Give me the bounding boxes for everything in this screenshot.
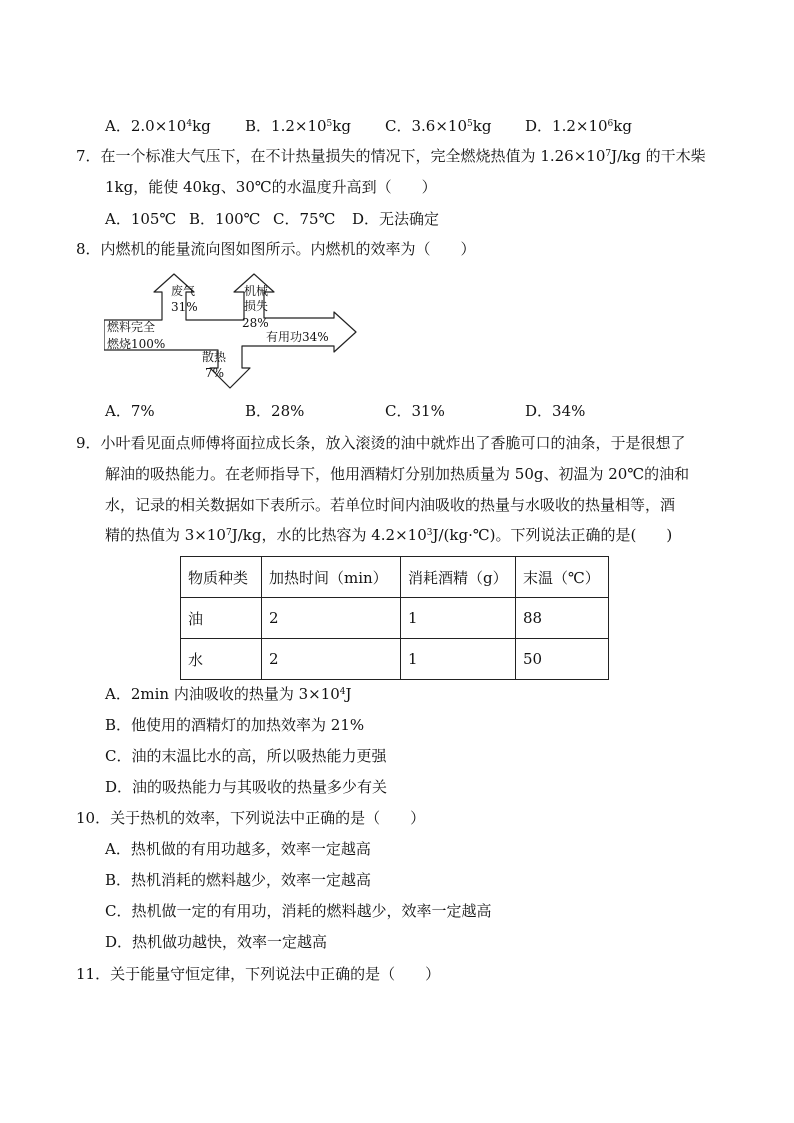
q8-option-a[interactable]: A．7% [105,402,155,420]
useful-work-label: 有用功34% [266,330,329,344]
q6-options [105,115,665,135]
heating-data-table [180,556,609,680]
q9-stem-line1: 9．小叶看见面点师傅将面拉成长条，放入滚烫的油中就炸出了香脆可口的油条，于是很想了 [76,434,686,452]
q7-stem-line2: 1kg，能使 40kg、30℃的水温度升高到（ ） [105,178,437,196]
fuel-label-line1: 燃料完全 [107,320,156,334]
table-cell: 水 [181,639,262,680]
table-header: 加热时间（min） [262,557,401,598]
table-cell: 1 [401,598,516,639]
heat-loss-label: 散热 [202,350,227,364]
q8-option-c[interactable]: C．31% [385,402,445,420]
q9-stem-line2: 解油的吸热能力。在老师指导下，他用酒精灯分别加热质量为 50g、初温为 20℃的油和 [105,465,690,483]
table-header: 末温（℃） [516,557,609,598]
q11-stem: 11．关于能量守恒定律，下列说法中正确的是（ ） [76,965,441,983]
table-cell: 油 [181,598,262,639]
q6-option-a[interactable]: A．$2.0\times 10^4kg$ [105,117,211,135]
q7-option-d[interactable]: D．无法确定 [352,210,440,228]
q9-stem-line3: 水，记录的相关数据如下表所示。若单位时间内油吸收的热量与水吸收的热量相等，酒 [105,496,676,514]
q7-option-a[interactable]: A．105℃ [105,210,177,228]
table-cell: 50 [516,639,609,680]
q10-stem: 10．关于热机的效率，下列说法中正确的是（ ） [76,809,426,827]
mech-loss-label-line2: 损失 [244,299,269,313]
q6-option-d[interactable]: D．$1.2\times 10^6kg$ [525,117,632,135]
table-cell: 88 [516,598,609,639]
q10-option-c[interactable]: C．热机做一定的有用功，消耗的燃料越少，效率一定越高 [105,902,492,920]
q8-option-b[interactable]: B．28% [245,402,305,420]
mech-loss-value: 28% [242,316,269,330]
q10-option-a[interactable]: A．热机做的有用功越多，效率一定越高 [105,840,371,858]
q9-option-a[interactable]: A．2min 内油吸收的热量为 $3\times 10^4J$ [105,685,352,703]
q7-option-c[interactable]: C．75℃ [273,210,336,228]
q7-options [105,208,665,228]
table-row [181,639,609,680]
table-header-row [181,557,609,598]
q10-option-b[interactable]: B．热机消耗的燃料越少，效率一定越高 [105,871,372,889]
q8-option-d[interactable]: D．34% [525,402,586,420]
table-row [181,598,609,639]
q9-option-b[interactable]: B．他使用的酒精灯的加热效率为 21% [105,716,365,734]
fuel-label-line2: 燃烧100% [107,337,166,351]
heat-loss-value: 7% [205,366,225,380]
q6-option-b[interactable]: B．$1.2\times 10^5kg$ [245,117,351,135]
q7-option-b[interactable]: B．100℃ [189,210,261,228]
q9-option-c[interactable]: C．油的末温比水的高，所以吸热能力更强 [105,747,387,765]
q7-stem-line1: 7．在一个标准大气压下，在不计热量损失的情况下，完全燃烧热值为 $1.26\times 10^7J/kg$ 的干木柴 [76,147,706,165]
q8-stem: 8．内燃机的能量流向图如图所示。内燃机的效率为（ ） [76,240,476,258]
mech-loss-label-line1: 机械 [244,284,269,298]
table-cell: 2 [262,639,401,680]
q8-options [105,400,665,420]
energy-flow-diagram [104,268,364,392]
table-header: 物质种类 [181,557,262,598]
table-cell: 1 [401,639,516,680]
table-header: 消耗酒精（g） [401,557,516,598]
q9-stem-line4: 精的热值为 $3\times 10^7J/kg$，水的比热容为 $4.2\times 10^3J/(kg\cdot℃)$。下列说法正确的是( ) [105,526,673,544]
q6-option-c[interactable]: C．$3.6\times 10^5kg$ [385,117,492,135]
table-cell: 2 [262,598,401,639]
q9-option-d[interactable]: D．油的吸热能力与其吸收的热量多少有关 [105,778,388,796]
exhaust-label: 废气 [171,284,196,298]
q10-option-d[interactable]: D．热机做功越快，效率一定越高 [105,933,328,951]
exhaust-value: 31% [171,300,198,314]
